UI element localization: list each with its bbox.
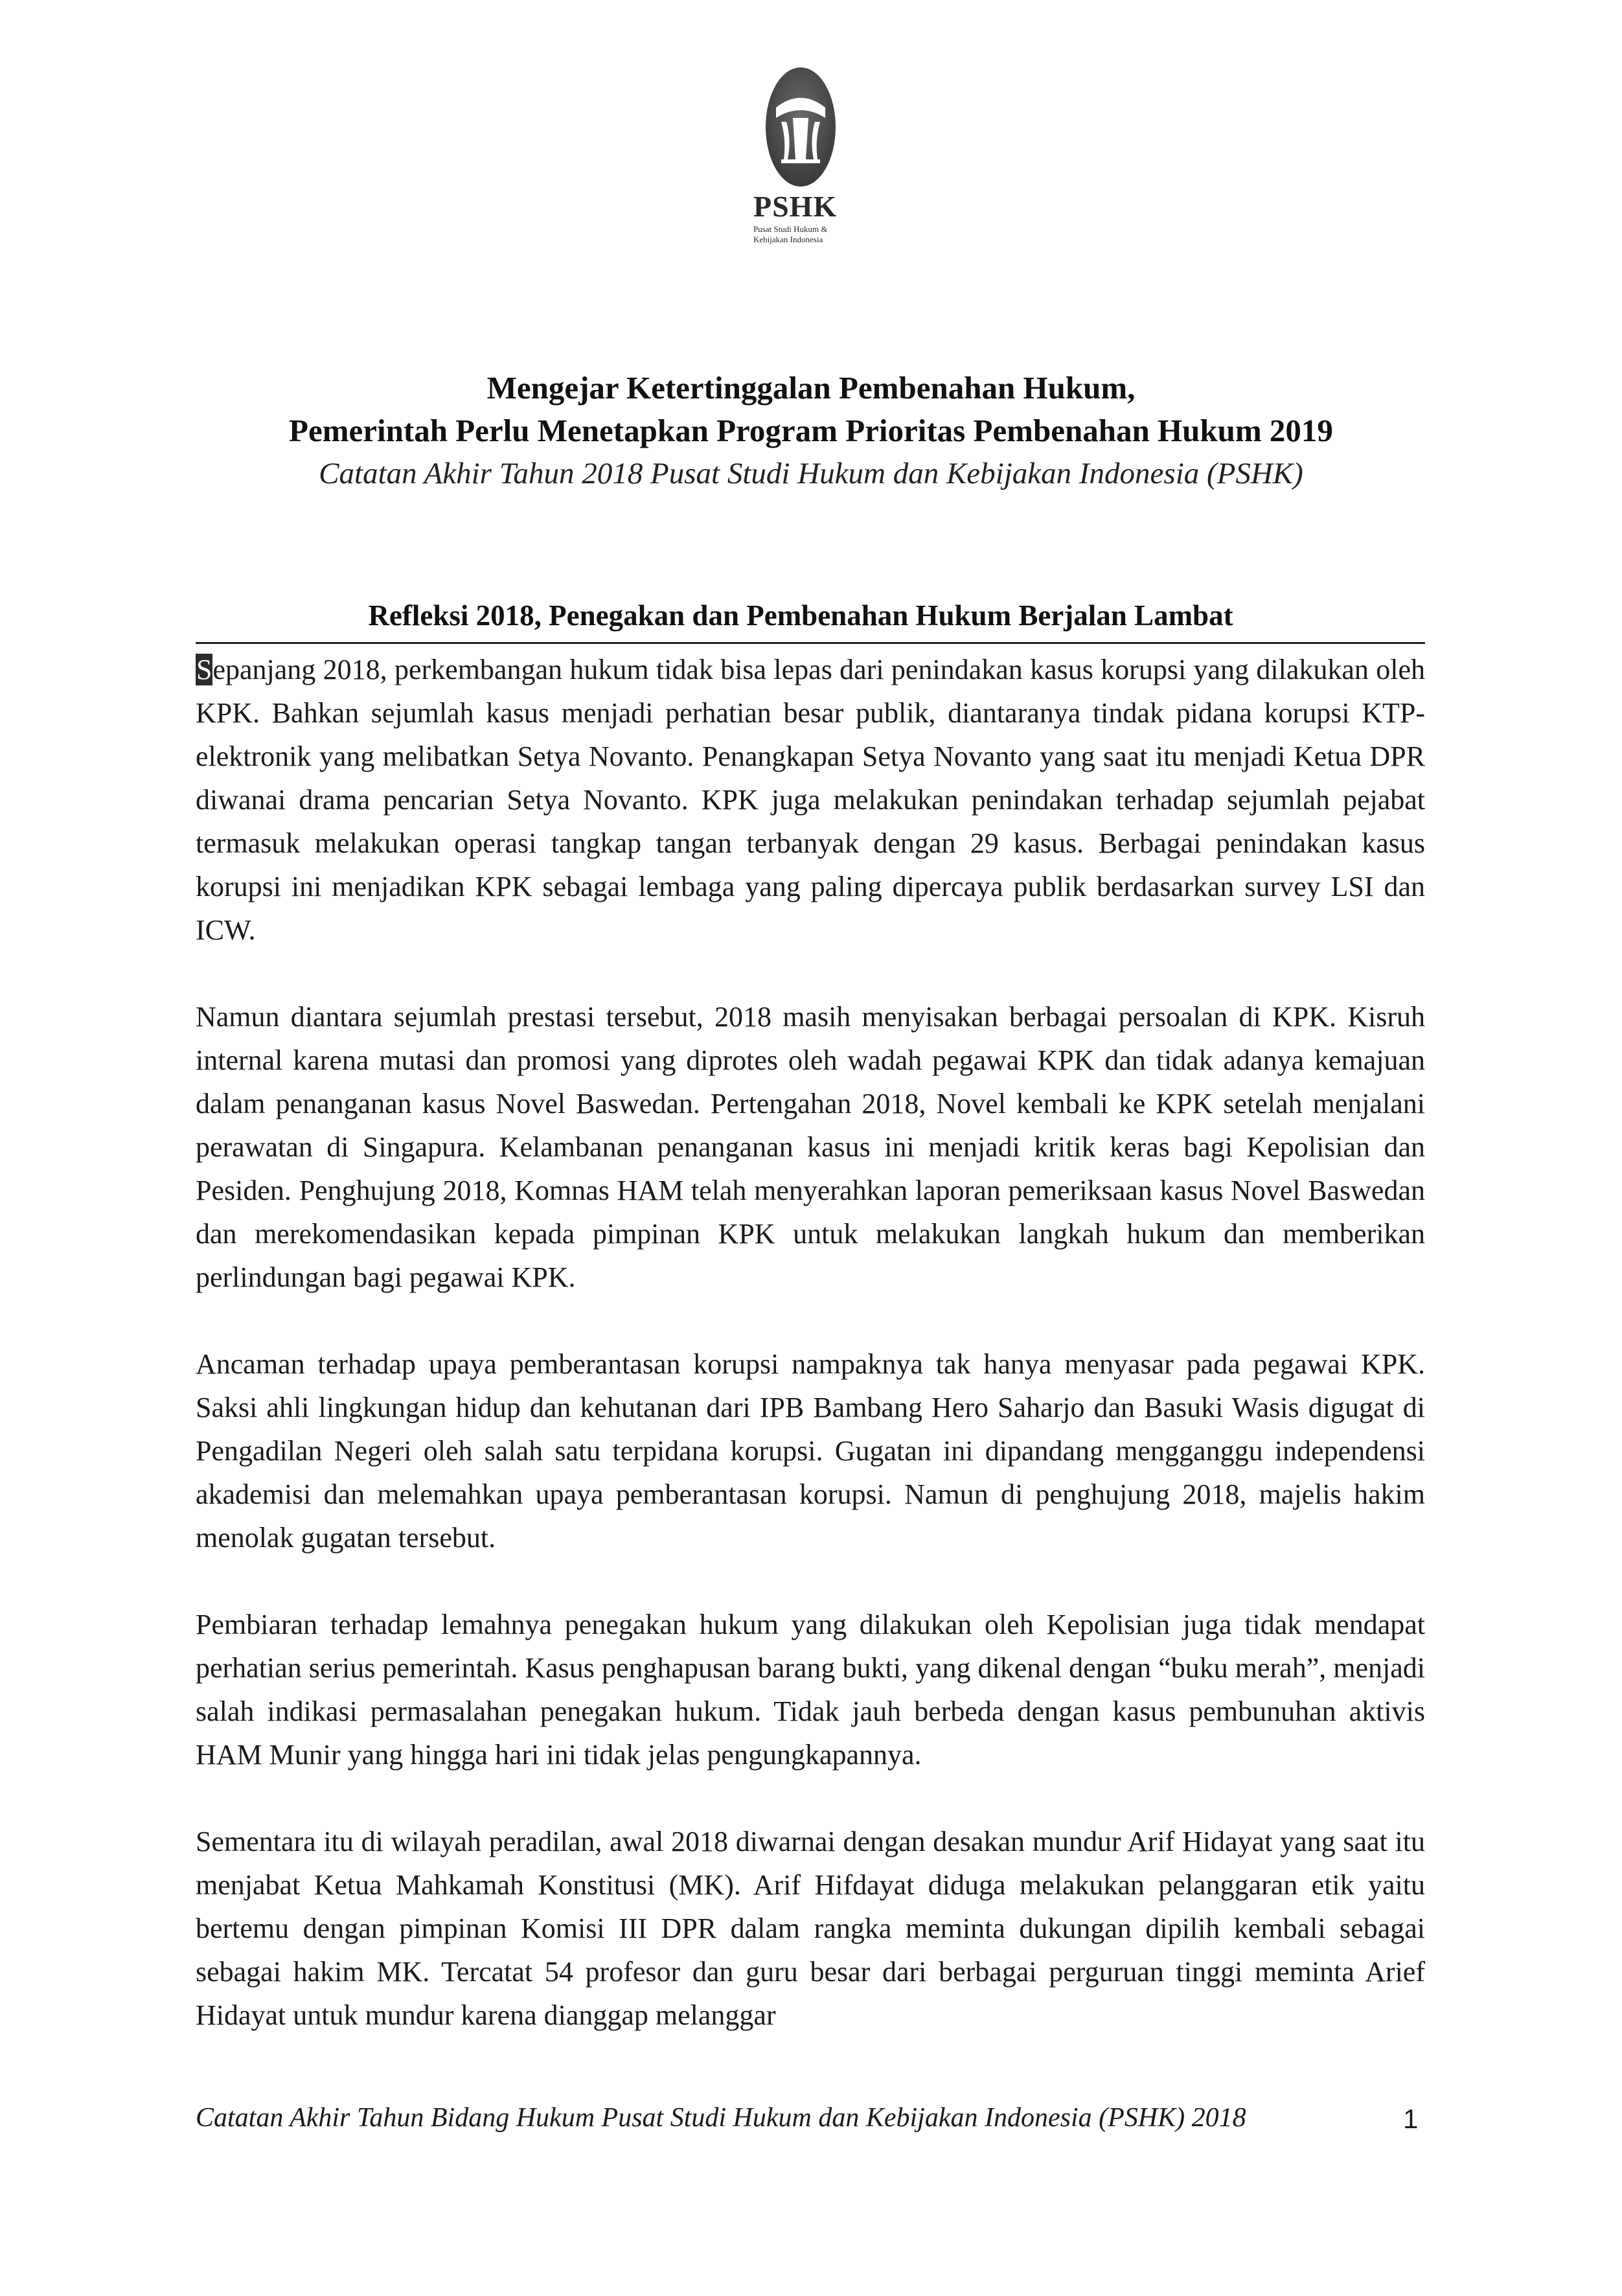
logo-abbreviation: PSHK [753, 190, 838, 223]
heading-divider [196, 642, 1425, 644]
page-number: 1 [1403, 2104, 1419, 2134]
paragraph-1-text: epanjang 2018, perkembangan hukum tidak bisa lepas dari penindakan kasus korupsi yang dilakukan oleh KPK. Bahkan sejumlah kasus menjadi perhatian besar publik, diantaranya tindak pidana korupsi KTP-elektronik yang melibatkan Setya Novanto. Penangkapan Setya Novanto yang saat itu menjadi Ketua DPR diwanai drama pencarian Setya Novanto. KPK juga melakukan penindakan terhadap sejumlah pejabat termasuk melakukan operasi tangkap tangan terbanyak dengan 29 kasus. Berbagai penindakan kasus korupsi ini menjadikan KPK sebagai lembaga yang paling dipercaya publik berdasarkan survey LSI dan ICW. [196, 654, 1425, 946]
document-title-line1: Mengejar Ketertinggalan Pembenahan Hukum, [486, 370, 1136, 406]
section-heading: Refleksi 2018, Penegakan dan Pembenahan Hukum Berjalan Lambat [368, 599, 1233, 632]
paragraph-5: Sementara itu di wilayah peradilan, awal 2018 diwarnai dengan desakan mundur Arif Hidayat yang saat itu menjabat Ketua Mahkamah Konstitusi (MK). Arif Hifdayat diduga melakukan pelanggaran etik yaitu bertemu dengan pimpinan Komisi III DPR dalam rangka meminta dukungan dipilih kembali sebagai sebagai hakim MK. Tercatat 54 profesor dan guru besar dari berbagai perguruan tinggi meminta Arief Hidayat untuk mundur karena dianggap melanggar [196, 1826, 1425, 2031]
logo-full-name [753, 224, 837, 245]
paragraph-4: Pembiaran terhadap lemahnya penegakan hukum yang dilakukan oleh Kepolisian juga tidak mendapat perhatian serius pemerintah. Kasus penghapusan barang bukti, yang dikenal dengan “buku merah”, menjadi salah indikasi permasalahan penegakan hukum. Tidak jauh berbeda dengan kasus pembunuhan aktivis HAM Munir yang hingga hari ini tidak jelas pengungkapannya. [196, 1609, 1425, 1771]
document-title-line2: Pemerintah Perlu Menetapkan Program Prioritas Pembenahan Hukum 2019 [289, 413, 1333, 448]
paragraph-2: Namun diantara sejumlah prestasi tersebut, 2018 masih menyisakan berbagai persoalan di KPK. Kisruh internal karena mutasi dan promosi yang diprotes oleh wadah pegawai KPK dan tidak adanya kemajuan dalam penanganan kasus Novel Baswedan. Pertengahan 2018, Novel kembali ke KPK setelah menjalani perawatan di Singapura. Kelambanan penanganan kasus ini menjadi kritik keras bagi Kepolisian dan Pesiden. Penghujung 2018, Komnas HAM telah menyerahkan laporan pemeriksaan kasus Novel Baswedan dan merekomendasikan kepada pimpinan KPK untuk melakukan langkah hukum dan memberikan perlindungan bagi pegawai KPK. [196, 1001, 1425, 1293]
paragraph-1 [196, 648, 1425, 952]
document-body [196, 648, 1425, 2037]
logo-full-name-line1: Pusat Studi Hukum & [753, 224, 828, 234]
pshk-logo-icon [736, 62, 865, 192]
paragraph-3: Ancaman terhadap upaya pemberantasan korupsi nampaknya tak hanya menyasar pada pegawai KPK. Saksi ahli lingkungan hidup dan kehutanan dari IPB Bambang Hero Saharjo dan Basuki Wasis digugat di Pengadilan Negeri oleh salah satu terpidana korupsi. Gugatan ini dipandang mengganggu independensi akademisi dan melemahkan upaya pemberantasan korupsi. Namun di penghujung 2018, majelis hakim menolak gugatan tersebut. [196, 1348, 1425, 1554]
document-header [0, 367, 1622, 495]
drop-cap: S [196, 654, 212, 685]
page-footer: Catatan Akhir Tahun Bidang Hukum Pusat Studi Hukum dan Kebijakan Indonesia (PSHK) 2018 [196, 2103, 1246, 2133]
logo-full-name-line2: Kebijakan Indonesia [753, 235, 823, 244]
document-subtitle: Catatan Akhir Tahun 2018 Pusat Studi Hukum dan Kebijakan Indonesia (PSHK) [319, 457, 1303, 490]
logo-text [753, 192, 837, 245]
